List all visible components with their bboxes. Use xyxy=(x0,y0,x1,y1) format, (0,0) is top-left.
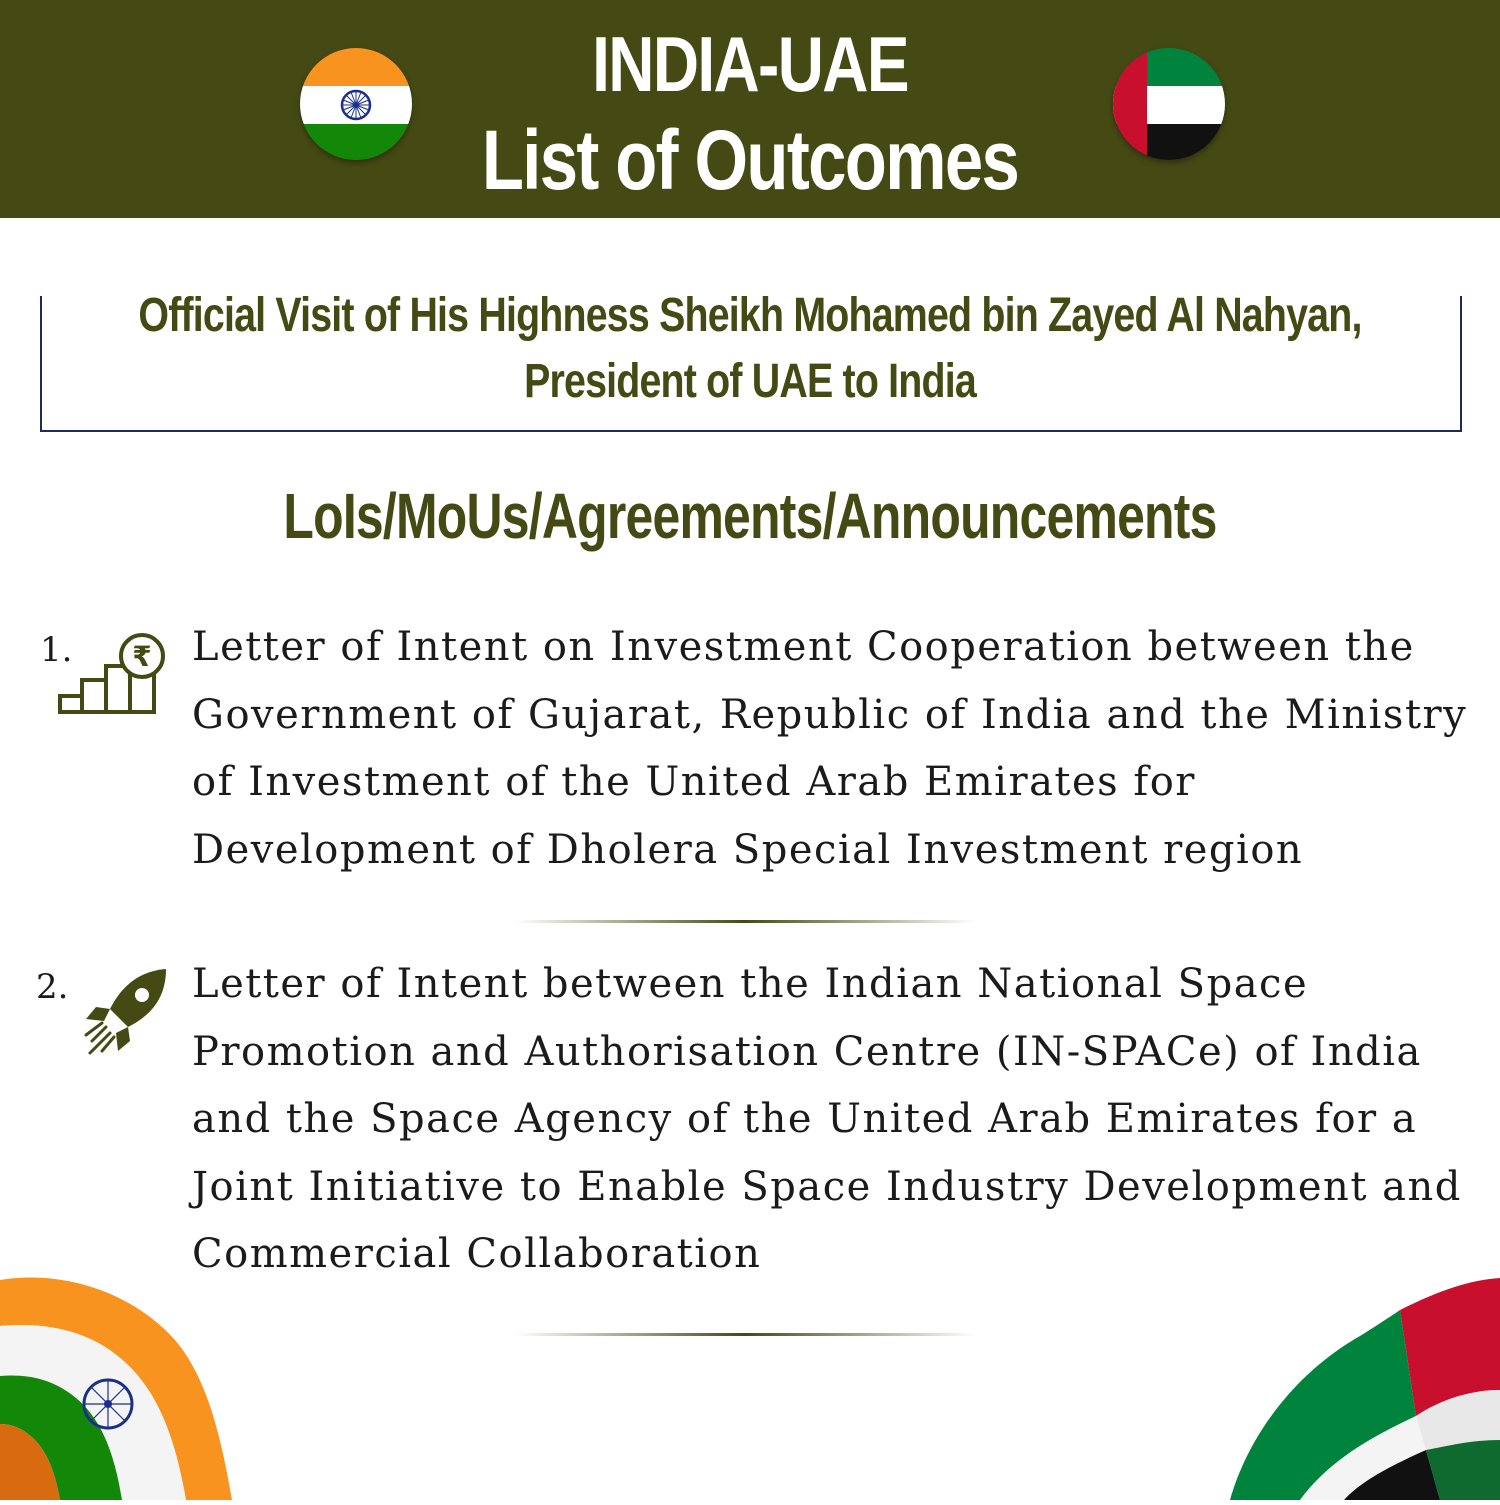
page-title-line1: INDIA-UAE xyxy=(592,20,908,108)
rocket-icon xyxy=(80,965,172,1057)
divider xyxy=(515,1333,975,1336)
visit-title-line1: Official Visit of His Highness Sheikh Mohamed bin Zayed Al Nahyan, xyxy=(138,289,1362,342)
list-item-text: Letter of Intent between the Indian National Space Promotion and Authorisation Centre (IN-SPACe) of India and the Space Agency of the United Arab Emirates for a Joint Initiative to Enable Space Industry Development and Commercial Collaboration xyxy=(192,961,1462,1277)
divider xyxy=(515,920,975,923)
uae-waving-flag-icon xyxy=(1220,1270,1500,1500)
svg-text:₹: ₹ xyxy=(132,640,152,673)
item-number: 2. xyxy=(36,967,69,1007)
visit-title-line2: President of UAE to India xyxy=(524,355,976,408)
list-item-text: Letter of Intent on Investment Cooperation between the Government of Gujarat, Republic of India and the Ministry of Investment of the United Arab Emirates for Development of Dholera Special Investment region xyxy=(192,624,1468,873)
india-waving-flag-icon xyxy=(0,1270,240,1500)
page-title-line2: List of Outcomes xyxy=(481,113,1019,207)
investment-growth-icon xyxy=(56,630,168,720)
uae-flag-icon xyxy=(1113,48,1225,160)
section-heading: LoIs/MoUs/Agreements/Announcements xyxy=(283,480,1217,552)
item-number: 1. xyxy=(40,630,73,670)
